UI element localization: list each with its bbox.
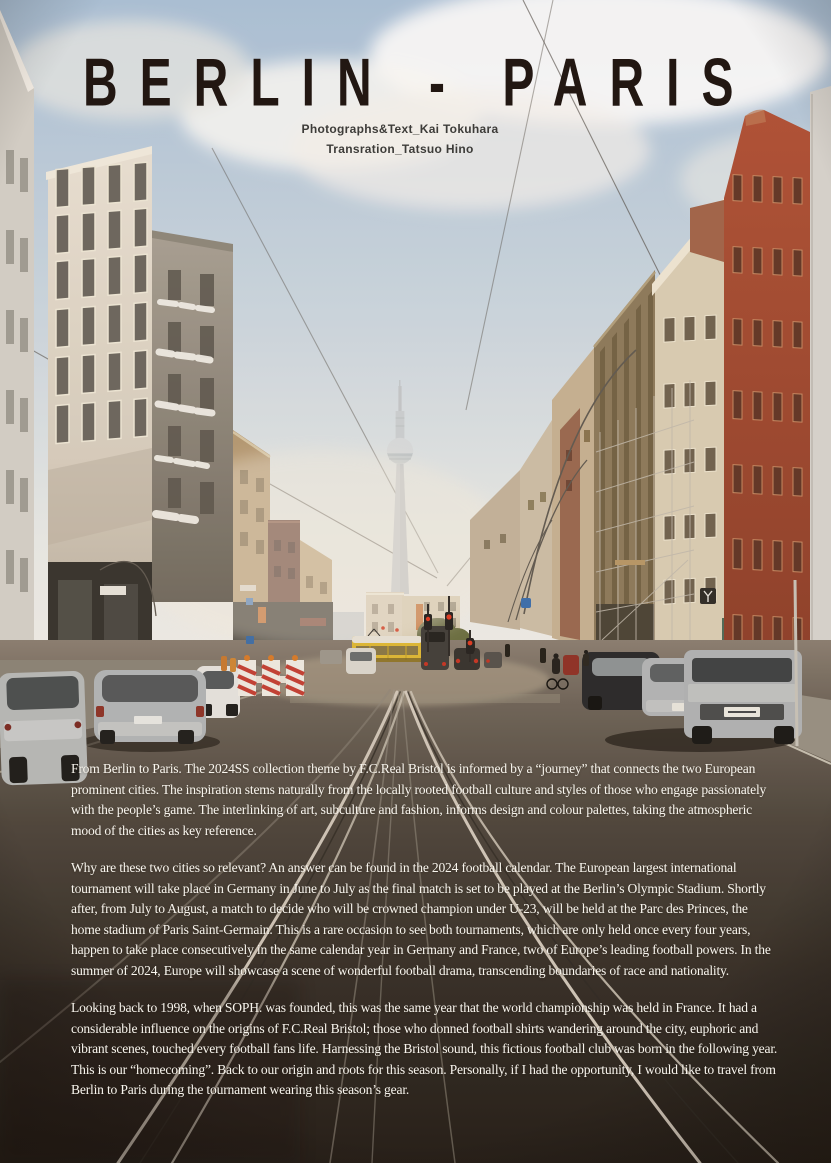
credits-block [0,119,800,159]
page-title: BERLIN - PARIS [83,45,756,121]
article-paragraph-2: Why are these two cities so relevant? An answer can be found in the 2024 football calendar. The European largest international tournament will take place in Germany in June to July as the final match is set to be played at the Berlin’s Olympic Stadium. Shortly after, from July to August, a match to decide who will be crowned champion under U-23, will be held at the Parc des Princes, the home stadium of Paris Saint-Germain. This is a rare occasion to see both tournaments, which are only held once every four years, happen to take place consecutively in the same calendar year in Germany and France, two of Europe’s leading football powers. In the summer of 2024, Europe will showcase a scene of wonderful football drama, transcending boundaries of race and nationality. [71,860,771,978]
article-paragraph-3: Looking back to 1998, when SOPH. was founded, this was the same year that the world championship was held in France. It had a considerable influence on the origins of F.C.Real Bristol; those who donned football shirts wandering around the city, euphoric and vibrant scenes, touched every football fans life. Harnessing the Bristol sound, this fictious football club was born in the following year. This is our “homecoming”. Back to our origin and roots for this season. Personally, if I had the opportunity, I would like to travel from Berlin to Paris during the tournament wearing this season’s gear. [71,1000,778,1097]
credit-translation: Transration_Tatsuo Hino [326,142,474,156]
article-text [71,759,778,1118]
article-paragraph-1: From Berlin to Paris. The 2024SS collection theme by F.C.Real Bristol is informed by a “journey” that connects the two European prominent cities. The inspiration stems naturally from the locally rooted football culture and styles of those who engage passionately with the people’s game. The interlinking of art, subculture and fashion, informs design and colour palettes, taking the atmospheric mood of the cities as key reference. [71,761,767,838]
credit-photographs-text: Photographs&Text_Kai Tokuhara [301,122,499,136]
